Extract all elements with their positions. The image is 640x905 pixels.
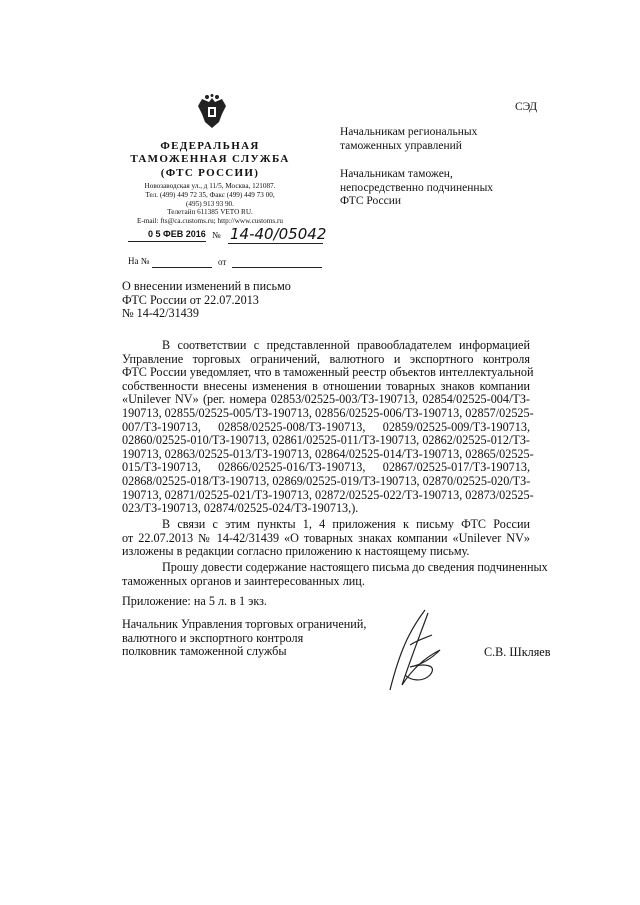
address-line: E-mail: fts@ca.customs.ru; http://www.customs.ru	[137, 217, 283, 226]
paragraph-3	[122, 560, 548, 588]
registration-number: 14-40/05042	[230, 225, 327, 243]
subject-line: ФТС России от 22.07.2013	[122, 292, 259, 307]
paragraph-line: В связи с этим пункты 1, 4 приложения к письму ФТС России	[162, 517, 530, 531]
address-line: Новозаводская ул., д 11/5, Москва, 121087.	[144, 182, 276, 190]
address-line: Тел. (499) 449 72 35, Факс (499) 449 73 00,	[145, 190, 275, 199]
subject-line: № 14-42/31439	[122, 306, 199, 321]
paragraph-line: ФТС России уведомляет, что в таможенный реестр объектов интеллектуальной	[122, 365, 534, 380]
handwritten-signature	[380, 605, 460, 695]
address-line: (495) 913 93 90.	[186, 199, 234, 208]
ref-number-blank	[152, 267, 212, 268]
paragraph-line: Управление торговых ограничений, валютного и экспортного контроля	[122, 351, 530, 366]
org-address	[100, 182, 320, 226]
position-line: полковник таможенной службы	[122, 644, 287, 659]
paragraph-line: 023/ТЗ-190713, 02874/02525-024/ТЗ-190713,).	[122, 501, 359, 516]
org-name-line2: ТАМОЖЕННАЯ СЛУЖБА	[130, 153, 290, 165]
recipient-line: Начальникам региональных	[340, 126, 478, 138]
address-line: Телетайп 611385 VETO RU.	[167, 208, 253, 217]
paragraph-line: Прошу довести содержание настоящего письма до сведения подчиненных	[162, 560, 548, 574]
number-label: №	[212, 230, 221, 240]
date-underline	[128, 241, 206, 242]
attachment-note: Приложение: на 5 л. в 1 экз.	[122, 594, 267, 608]
ref-number-label: На №	[128, 256, 150, 266]
recipient-group	[340, 168, 493, 209]
paragraph-line: 007/ТЗ-190713, 02858/02525-008/ТЗ-190713, 02859/02525-009/ТЗ-190713,	[122, 419, 530, 434]
recipient-line: таможенных управлений	[340, 139, 462, 152]
sed-stamp: СЭД	[515, 101, 538, 113]
paragraph-line: таможенных органов и заинтересованных лиц.	[122, 573, 365, 588]
paragraph-line: В соответствии с представленной правообладателем информацией	[162, 338, 530, 352]
org-name-line1: ФЕДЕРАЛЬНАЯ	[160, 140, 260, 152]
paragraph-2	[122, 518, 530, 559]
paragraph-1	[122, 338, 534, 516]
signatory-name: С.В. Шкляев	[484, 645, 551, 659]
paragraph-line: 02860/02525-010/ТЗ-190713, 02861/02525-011/ТЗ-190713, 02862/02525-012/ТЗ-	[122, 433, 530, 448]
registration-date: 0 5 ФЕВ 2016	[148, 229, 206, 239]
number-underline	[228, 243, 323, 244]
position-line: Начальник Управления торговых ограничений,	[122, 617, 367, 631]
recipient-line: непосредственно подчиненных	[340, 181, 494, 194]
paragraph-line: 02868/02525-018/ТЗ-190713, 02869/02525-019/ТЗ-190713, 02870/02525-020/ТЗ-	[122, 473, 531, 488]
paragraph-line: от 22.07.2013 № 14-42/31439 «О товарных знаках компании «Unilever NV»	[122, 530, 530, 545]
coat-of-arms-icon	[195, 94, 229, 132]
ref-from-blank	[232, 267, 322, 268]
paragraph-line: 015/ТЗ-190713, 02866/02525-016/ТЗ-190713, 02867/02525-017/ТЗ-190713,	[122, 460, 530, 475]
signatory-position	[122, 618, 366, 659]
position-line: валютного и экспортного контроля	[122, 630, 304, 645]
letter-subject	[122, 280, 291, 321]
org-name-line3: (ФТС РОССИИ)	[160, 167, 260, 179]
paragraph-line: 190713, 02855/02525-005/ТЗ-190713, 02856/02525-006/ТЗ-190713, 02857/02525-	[122, 405, 534, 420]
paragraph-line: 190713, 02863/02525-013/ТЗ-190713, 02864/02525-014/ТЗ-190713, 02865/02525-	[122, 446, 534, 461]
ref-from-label: от	[218, 257, 227, 267]
paragraph-line: 190713, 02871/02525-021/ТЗ-190713, 02872/02525-022/ТЗ-190713, 02873/02525-	[122, 487, 534, 502]
paragraph-line: изложены в редакции согласно приложению к настоящему письму.	[122, 544, 470, 559]
paragraph-line: собственности внесены изменения в отношении товарных знаков компании	[122, 378, 530, 393]
paragraph-line: «Unilever NV» (рег. номера 02853/02525-003/ТЗ-190713, 02854/02525-004/ТЗ-	[122, 392, 530, 407]
subject-line: О внесении изменений в письмо	[122, 279, 291, 293]
recipient-group	[340, 126, 477, 153]
recipient-line: ФТС России	[340, 195, 402, 207]
recipient-line: Начальникам таможен,	[340, 168, 453, 180]
